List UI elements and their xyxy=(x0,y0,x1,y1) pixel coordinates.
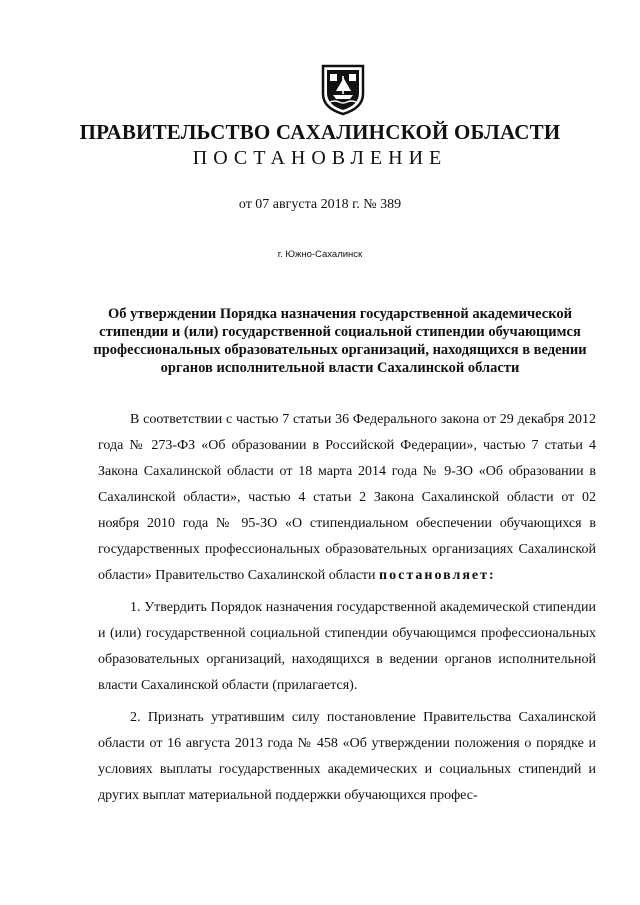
document-type: ПОСТАНОВЛЕНИЕ xyxy=(192,147,448,169)
resolution-item-1: 1. Утвердить Порядок назначения государственной академической стипендии и (или) государственной социальной стипендии обучающимся профессиональных образовательных организаций, находящихся в ведении органов исполнительной власти Сахалинской области (прилагается). xyxy=(98,600,596,693)
resolution-item-2: 2. Признать утратившим силу постановление Правительства Сахалинской области от 16 августа 2013 года № 458 «Об утверждении положения о порядке и условиях выплаты государственных академических и социальных стипендий и других выплат материальной поддержки обучающихся профес- xyxy=(98,710,596,803)
government-name: ПРАВИТЕЛЬСТВО САХАЛИНСКОЙ ОБЛАСТИ xyxy=(79,120,561,144)
sakhalin-coat-of-arms-icon xyxy=(319,64,367,116)
preamble-text: В соответствии с частью 7 статьи 36 Федерального закона от 29 декабря 2012 года № 273-ФЗ «Об образовании в Российской Федерации», частью 7 статьи 4 Закона Сахалинской области от 18 марта 2014 года № 9-ЗО «Об образовании в Сахалинской области», частью 4 статьи 2 Закона Сахалинской области от 02 ноября 2010 года № 95-ЗО «О стипендиальном обеспечении обучающихся в государственных профессиональных образовательных организациях Сахалинской области» Правительство Сахалинской области xyxy=(98,412,596,583)
preamble-paragraph xyxy=(98,407,596,589)
issuing-city: г. Южно-Сахалинск xyxy=(277,249,363,260)
document-body xyxy=(98,407,596,809)
document-date-number: от 07 августа 2018 г. № 389 xyxy=(238,197,402,212)
resolves-word: постановляет: xyxy=(379,568,496,583)
document-subject: Об утверждении Порядка назначения государственной академической стипендии и (или) государственной социальной стипендии обучающимся профессиональных образовательных организаций, находящихся в ведении органов исполнительной власти Сахалинской области xyxy=(93,306,587,376)
